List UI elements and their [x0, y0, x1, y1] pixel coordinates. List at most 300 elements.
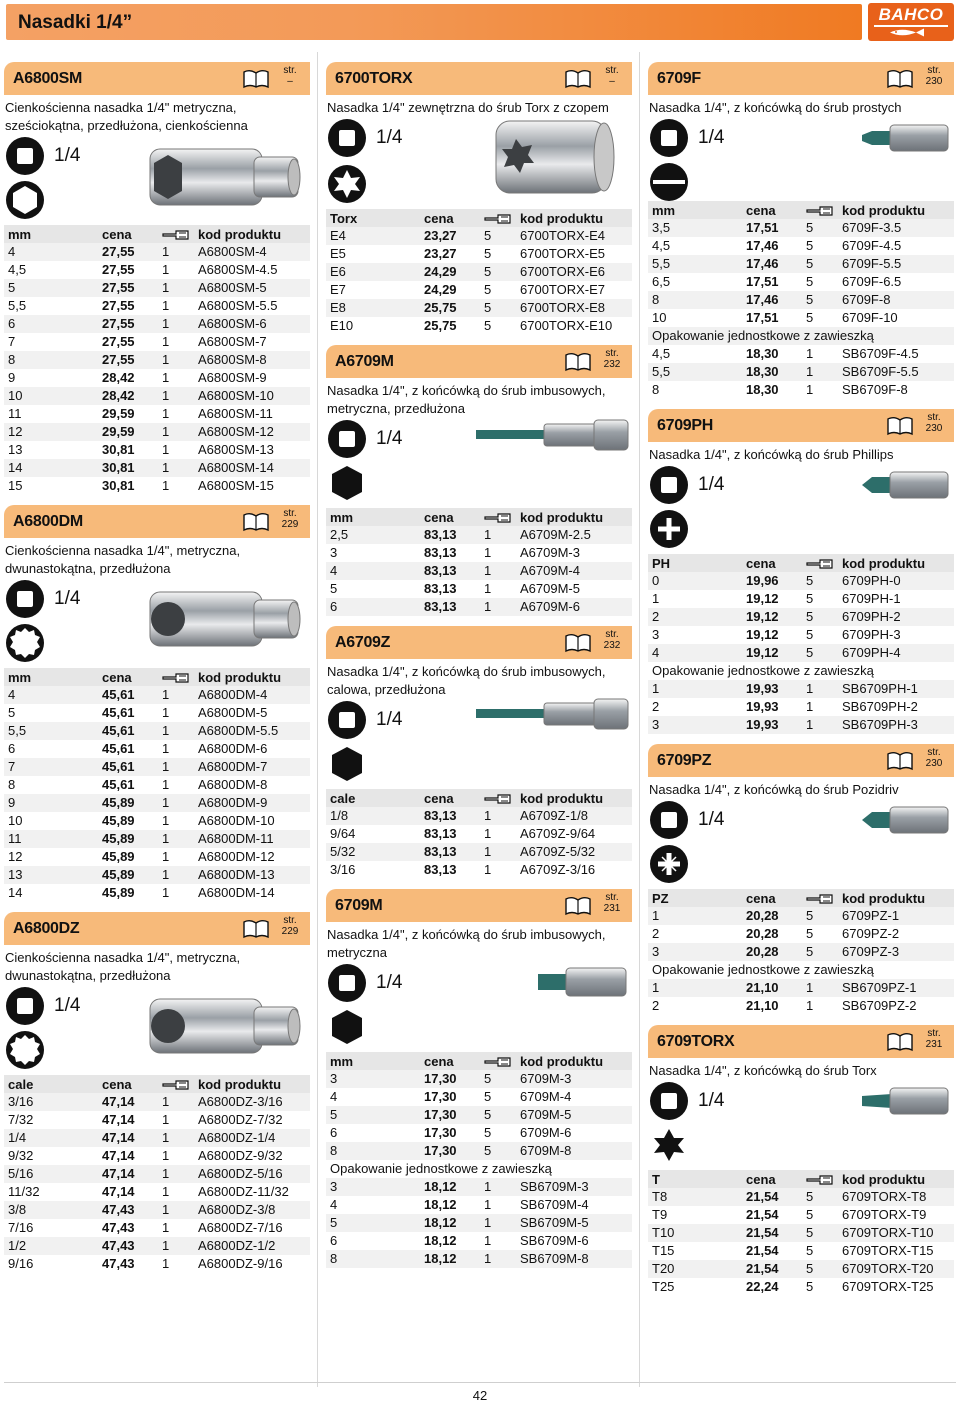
cell-price: 24,29 — [420, 263, 480, 281]
cell-price: 29,59 — [98, 405, 158, 423]
col-product-code: kod produktu — [516, 508, 632, 526]
price-hand-icon — [806, 204, 834, 218]
cell-price: 18,12 — [420, 1196, 480, 1214]
cell-qty: 1 — [802, 363, 838, 381]
cell-product-code: A6800DZ-3/16 — [194, 1093, 310, 1111]
price-table — [326, 789, 632, 879]
table-row — [648, 997, 954, 1015]
cell-product-code: A6800DM-5 — [194, 704, 310, 722]
section-6709m — [326, 889, 632, 1268]
cell-price: 20,28 — [742, 907, 802, 925]
cell-price: 18,12 — [420, 1232, 480, 1250]
cell-price: 19,12 — [742, 626, 802, 644]
torx-star-icon — [328, 165, 366, 203]
cell-qty: 1 — [158, 722, 194, 740]
cell-product-code: 6709PZ-1 — [838, 907, 954, 925]
drive-icon-row — [326, 699, 632, 743]
cell-product-code: A6800SM-9 — [194, 369, 310, 387]
catalog-book-icon — [564, 352, 592, 372]
str-page: 232 — [603, 640, 621, 651]
page-reference — [920, 65, 948, 87]
table-row — [648, 1278, 954, 1296]
cell-price: 19,12 — [742, 590, 802, 608]
cell-size: 4,5 — [4, 261, 98, 279]
cell-price: 27,55 — [98, 261, 158, 279]
col-price: cena — [420, 1052, 480, 1070]
cell-product-code: A6800DZ-7/32 — [194, 1111, 310, 1129]
drive-icon-row — [4, 985, 310, 1029]
table-row — [4, 758, 310, 776]
str-page: – — [609, 76, 615, 87]
cell-qty: 1 — [480, 861, 516, 879]
table-row — [326, 299, 632, 317]
cell-size: 1 — [648, 907, 742, 925]
cell-qty: 1 — [158, 1165, 194, 1183]
col-qty — [802, 554, 838, 572]
col-price: cena — [742, 1170, 802, 1188]
cell-qty: 5 — [802, 943, 838, 961]
product-code: A6800DZ — [13, 920, 80, 937]
cell-price: 27,55 — [98, 351, 158, 369]
table-row — [326, 227, 632, 245]
cell-product-code: A6800DM-8 — [194, 776, 310, 794]
price-table — [326, 1052, 632, 1268]
cell-product-code: 6709TORX-T10 — [838, 1224, 954, 1242]
table-row — [4, 477, 310, 495]
cell-price: 19,93 — [742, 698, 802, 716]
cell-product-code: A6800SM-8 — [194, 351, 310, 369]
cell-size: 5,5 — [4, 297, 98, 315]
col-price: cena — [420, 209, 480, 227]
square-drive-icon — [6, 987, 44, 1025]
str-page: 232 — [603, 359, 621, 370]
cell-price: 21,54 — [742, 1224, 802, 1242]
cell-qty: 5 — [802, 309, 838, 327]
cell-qty: 1 — [158, 794, 194, 812]
shape-icon-row — [4, 179, 310, 225]
col-product-code: kod produktu — [516, 1052, 632, 1070]
cell-price: 47,43 — [98, 1255, 158, 1273]
drive-size: 1/4 — [376, 127, 403, 148]
str-label: str. — [283, 915, 297, 926]
cell-qty: 5 — [802, 907, 838, 925]
cell-size: 4 — [326, 1196, 420, 1214]
table-row — [4, 423, 310, 441]
square-drive-icon — [650, 1082, 688, 1120]
cell-qty: 5 — [802, 644, 838, 662]
square-drive-icon — [650, 801, 688, 839]
packaging-note: Opakowanie jednostkowe z zawieszką — [326, 1160, 632, 1178]
catalog-book-icon — [564, 633, 592, 653]
product-code: A6800DM — [13, 513, 83, 530]
table-row — [4, 686, 310, 704]
cell-size: E10 — [326, 317, 420, 335]
cell-price: 83,13 — [420, 526, 480, 544]
cell-qty: 1 — [158, 1255, 194, 1273]
table-row — [4, 1219, 310, 1237]
cell-price: 30,81 — [98, 459, 158, 477]
cell-product-code: 6709F-6.5 — [838, 273, 954, 291]
catalog-book-icon — [242, 919, 270, 939]
cell-qty: 1 — [480, 1214, 516, 1232]
table-row — [648, 698, 954, 716]
cell-product-code: 6709PZ-2 — [838, 925, 954, 943]
section-header — [326, 62, 632, 95]
page-reference — [598, 348, 626, 370]
table-row — [4, 830, 310, 848]
price-hand-icon — [162, 1078, 190, 1092]
cell-size: 3/16 — [4, 1093, 98, 1111]
cell-price: 45,89 — [98, 794, 158, 812]
cell-qty: 5 — [802, 273, 838, 291]
cell-qty: 1 — [158, 1219, 194, 1237]
cell-price: 21,10 — [742, 979, 802, 997]
cell-size: 5/16 — [4, 1165, 98, 1183]
table-row — [326, 843, 632, 861]
page-reference — [598, 892, 626, 914]
str-label: str. — [927, 412, 941, 423]
cell-product-code: A6800SM-7 — [194, 333, 310, 351]
col-product-code: kod produktu — [194, 225, 310, 243]
cell-price: 18,12 — [420, 1250, 480, 1268]
cell-size: 8 — [4, 351, 98, 369]
table-row — [326, 580, 632, 598]
cell-price: 23,27 — [420, 245, 480, 263]
cell-qty: 5 — [480, 1124, 516, 1142]
cell-qty: 1 — [480, 544, 516, 562]
cell-product-code: 6700TORX-E6 — [516, 263, 632, 281]
cell-price: 17,46 — [742, 255, 802, 273]
str-label: str. — [927, 1028, 941, 1039]
section-6709f — [648, 62, 954, 399]
cell-price: 20,28 — [742, 943, 802, 961]
cell-qty: 1 — [158, 686, 194, 704]
square-drive-icon — [6, 137, 44, 175]
square-drive-icon — [328, 964, 366, 1002]
hex-key-icon — [328, 1008, 366, 1046]
cell-size: 8 — [648, 381, 742, 399]
table-row — [4, 866, 310, 884]
slotted-icon — [650, 163, 688, 201]
cell-product-code: A6709M-6 — [516, 598, 632, 616]
section-6709ph — [648, 409, 954, 734]
cell-product-code: 6709TORX-T15 — [838, 1242, 954, 1260]
fish-logo-icon — [888, 28, 934, 37]
shape-icon-row — [648, 843, 954, 889]
section-6700torx — [326, 62, 632, 335]
drive-size: 1/4 — [698, 1090, 725, 1111]
col-size: PH — [648, 554, 742, 572]
cell-qty: 1 — [480, 1232, 516, 1250]
cell-size: 14 — [4, 884, 98, 902]
cell-price: 45,89 — [98, 830, 158, 848]
table-row — [326, 544, 632, 562]
hex-key-icon — [328, 745, 366, 783]
cell-size: 8 — [4, 776, 98, 794]
column-middle — [326, 62, 632, 1268]
cell-size: 2 — [648, 925, 742, 943]
cell-price: 47,14 — [98, 1129, 158, 1147]
cell-qty: 1 — [158, 758, 194, 776]
catalog-book-icon — [886, 69, 914, 89]
cell-product-code: A6800DZ-11/32 — [194, 1183, 310, 1201]
price-table — [4, 1075, 310, 1273]
table-row — [4, 1165, 310, 1183]
product-description: Nasadka 1/4", z końcówką do śrub prostych — [649, 100, 902, 115]
drive-icon-row — [648, 1080, 954, 1124]
cell-price: 27,55 — [98, 279, 158, 297]
cell-price: 17,51 — [742, 309, 802, 327]
table-row — [326, 1232, 632, 1250]
cell-product-code: A6800SM-12 — [194, 423, 310, 441]
cell-price: 27,55 — [98, 333, 158, 351]
table-row — [4, 704, 310, 722]
table-row — [648, 255, 954, 273]
table-row — [4, 333, 310, 351]
table-row — [648, 608, 954, 626]
drive-size: 1/4 — [376, 709, 403, 730]
cell-qty: 5 — [480, 1088, 516, 1106]
str-page: 229 — [281, 519, 299, 530]
drive-size: 1/4 — [54, 145, 81, 166]
price-hand-icon — [484, 511, 512, 525]
cell-product-code: 6709F-3.5 — [838, 219, 954, 237]
cell-price: 83,13 — [420, 544, 480, 562]
cell-qty: 1 — [158, 333, 194, 351]
col-product-code: kod produktu — [194, 1075, 310, 1093]
cell-qty: 1 — [158, 369, 194, 387]
cell-qty: 1 — [158, 351, 194, 369]
cell-size: 9 — [4, 794, 98, 812]
cell-qty: 5 — [802, 237, 838, 255]
cell-qty: 5 — [480, 317, 516, 335]
cell-size: 9/16 — [4, 1255, 98, 1273]
square-drive-icon — [650, 466, 688, 504]
table-note-row — [648, 662, 954, 680]
twelve-point-icon — [6, 624, 44, 662]
cell-size: 3,5 — [648, 219, 742, 237]
table-row — [4, 315, 310, 333]
cell-price: 27,55 — [98, 243, 158, 261]
cell-size: 4,5 — [648, 237, 742, 255]
col-size: cale — [4, 1075, 98, 1093]
cell-product-code: 6709PH-2 — [838, 608, 954, 626]
str-page: 230 — [925, 76, 943, 87]
table-row — [4, 1147, 310, 1165]
cell-price: 47,14 — [98, 1111, 158, 1129]
col-price: cena — [420, 508, 480, 526]
cell-size: 3/8 — [4, 1201, 98, 1219]
table-row — [326, 1124, 632, 1142]
cell-qty: 1 — [802, 345, 838, 363]
cell-size: 4 — [4, 243, 98, 261]
product-description: Cienkościenna nasadka 1/4", metryczna, dwunastokątna, przedłużona — [5, 950, 241, 983]
cell-qty: 1 — [158, 387, 194, 405]
cell-size: 10 — [4, 812, 98, 830]
column-left — [4, 62, 310, 1273]
table-row — [4, 1255, 310, 1273]
table-row — [648, 219, 954, 237]
cell-price: 45,61 — [98, 758, 158, 776]
price-hand-icon — [806, 557, 834, 571]
cell-size: 4,5 — [648, 345, 742, 363]
page-reference — [598, 65, 626, 87]
page-title: Nasadki 1/4” — [18, 12, 133, 33]
drive-icon-row — [648, 464, 954, 508]
cell-price: 47,43 — [98, 1201, 158, 1219]
cell-qty: 5 — [480, 263, 516, 281]
cell-price: 18,12 — [420, 1214, 480, 1232]
cell-product-code: 6709TORX-T8 — [838, 1188, 954, 1206]
shape-icon-row — [4, 622, 310, 668]
cell-size: 6,5 — [648, 273, 742, 291]
torx-star-icon — [650, 1126, 688, 1164]
col-qty — [158, 1075, 194, 1093]
cell-size: T15 — [648, 1242, 742, 1260]
cell-size: 5,5 — [648, 363, 742, 381]
cell-product-code: A6709M-2.5 — [516, 526, 632, 544]
table-row — [326, 807, 632, 825]
table-row — [4, 1111, 310, 1129]
col-size: mm — [326, 508, 420, 526]
cell-size: 3 — [648, 626, 742, 644]
cell-product-code: A6800SM-4 — [194, 243, 310, 261]
cell-qty: 1 — [158, 297, 194, 315]
cell-size: T8 — [648, 1188, 742, 1206]
cell-size: 1/4 — [4, 1129, 98, 1147]
cell-price: 45,89 — [98, 812, 158, 830]
section-a6800dz — [4, 912, 310, 1273]
product-description: Nasadka 1/4", z końcówką do śrub imbusowych, metryczna, przedłużona — [327, 383, 606, 416]
table-row — [4, 848, 310, 866]
cell-size: 1/2 — [4, 1237, 98, 1255]
col-product-code: kod produktu — [838, 201, 954, 219]
shape-icon-row — [326, 462, 632, 508]
cell-price: 25,75 — [420, 299, 480, 317]
cell-price: 21,54 — [742, 1206, 802, 1224]
str-page: 231 — [925, 1039, 943, 1050]
hex-bit-socket-image — [536, 964, 630, 1000]
price-hand-icon — [806, 892, 834, 906]
cell-qty: 1 — [158, 740, 194, 758]
cell-size: 7/16 — [4, 1219, 98, 1237]
cell-product-code: A6709M-4 — [516, 562, 632, 580]
section-6709torx — [648, 1025, 954, 1296]
cell-product-code: A6800DM-6 — [194, 740, 310, 758]
cell-size: 12 — [4, 423, 98, 441]
shape-icon-row — [648, 161, 954, 201]
cell-size: 4 — [326, 1088, 420, 1106]
shape-icon-row — [326, 743, 632, 789]
cell-product-code: 6709PH-4 — [838, 644, 954, 662]
section-header — [648, 62, 954, 95]
cell-qty: 1 — [480, 1250, 516, 1268]
section-a6709m — [326, 345, 632, 616]
cell-price: 45,89 — [98, 866, 158, 884]
section-header — [326, 345, 632, 378]
str-page: 230 — [925, 758, 943, 769]
square-drive-icon — [328, 701, 366, 739]
cell-product-code: A6800DZ-9/32 — [194, 1147, 310, 1165]
str-page: 229 — [281, 926, 299, 937]
cell-qty: 5 — [802, 608, 838, 626]
cell-qty: 1 — [158, 1237, 194, 1255]
str-page: – — [287, 76, 293, 87]
table-row — [4, 297, 310, 315]
col-qty — [158, 668, 194, 686]
drive-icon-row — [4, 135, 310, 179]
cell-product-code: A6800DM-14 — [194, 884, 310, 902]
cell-price: 19,93 — [742, 716, 802, 734]
cell-qty: 1 — [480, 825, 516, 843]
cell-size: 5 — [326, 1106, 420, 1124]
cell-product-code: 6709TORX-T9 — [838, 1206, 954, 1224]
table-row — [4, 459, 310, 477]
catalog-book-icon — [564, 69, 592, 89]
table-row — [4, 261, 310, 279]
price-table — [326, 209, 632, 335]
cell-qty: 1 — [158, 423, 194, 441]
catalog-book-icon — [886, 1032, 914, 1052]
cell-qty: 1 — [158, 884, 194, 902]
cell-qty: 1 — [158, 459, 194, 477]
cell-product-code: A6709Z-9/64 — [516, 825, 632, 843]
product-description: Nasadka 1/4", z końcówką do śrub Pozidriv — [649, 782, 899, 797]
price-hand-icon — [484, 1055, 512, 1069]
cell-product-code: A6800DM-10 — [194, 812, 310, 830]
cell-size: 12 — [4, 848, 98, 866]
cell-price: 21,54 — [742, 1188, 802, 1206]
product-description: Nasadka 1/4", z końcówką do śrub Phillips — [649, 447, 894, 462]
cell-size: 15 — [4, 477, 98, 495]
cell-size: 8 — [326, 1250, 420, 1268]
cell-price: 17,30 — [420, 1070, 480, 1088]
cell-qty: 1 — [158, 1147, 194, 1165]
cell-qty: 5 — [802, 925, 838, 943]
table-row — [648, 273, 954, 291]
cell-qty: 1 — [802, 716, 838, 734]
col-qty — [480, 209, 516, 227]
cell-product-code: A6709M-3 — [516, 544, 632, 562]
table-row — [648, 590, 954, 608]
price-hand-icon — [162, 671, 190, 685]
price-table — [648, 554, 954, 734]
cell-product-code: SB6709PH-2 — [838, 698, 954, 716]
cell-price: 21,54 — [742, 1260, 802, 1278]
drive-size: 1/4 — [698, 474, 725, 495]
cell-size: 11 — [4, 405, 98, 423]
table-row — [648, 1188, 954, 1206]
cell-qty: 1 — [480, 1178, 516, 1196]
cell-price: 18,30 — [742, 363, 802, 381]
cell-qty: 1 — [158, 704, 194, 722]
cell-product-code: A6709Z-1/8 — [516, 807, 632, 825]
str-label: str. — [927, 65, 941, 76]
drive-size: 1/4 — [376, 972, 403, 993]
price-table — [4, 668, 310, 902]
drive-icon-row — [4, 578, 310, 622]
cell-price: 83,13 — [420, 580, 480, 598]
cell-qty: 1 — [158, 441, 194, 459]
cell-price: 45,61 — [98, 740, 158, 758]
table-row — [648, 925, 954, 943]
cell-size: 3 — [648, 716, 742, 734]
cell-product-code: SB6709M-3 — [516, 1178, 632, 1196]
column-divider — [317, 52, 318, 1387]
cell-qty: 1 — [480, 807, 516, 825]
cell-qty: 1 — [480, 562, 516, 580]
section-6709pz — [648, 744, 954, 1015]
